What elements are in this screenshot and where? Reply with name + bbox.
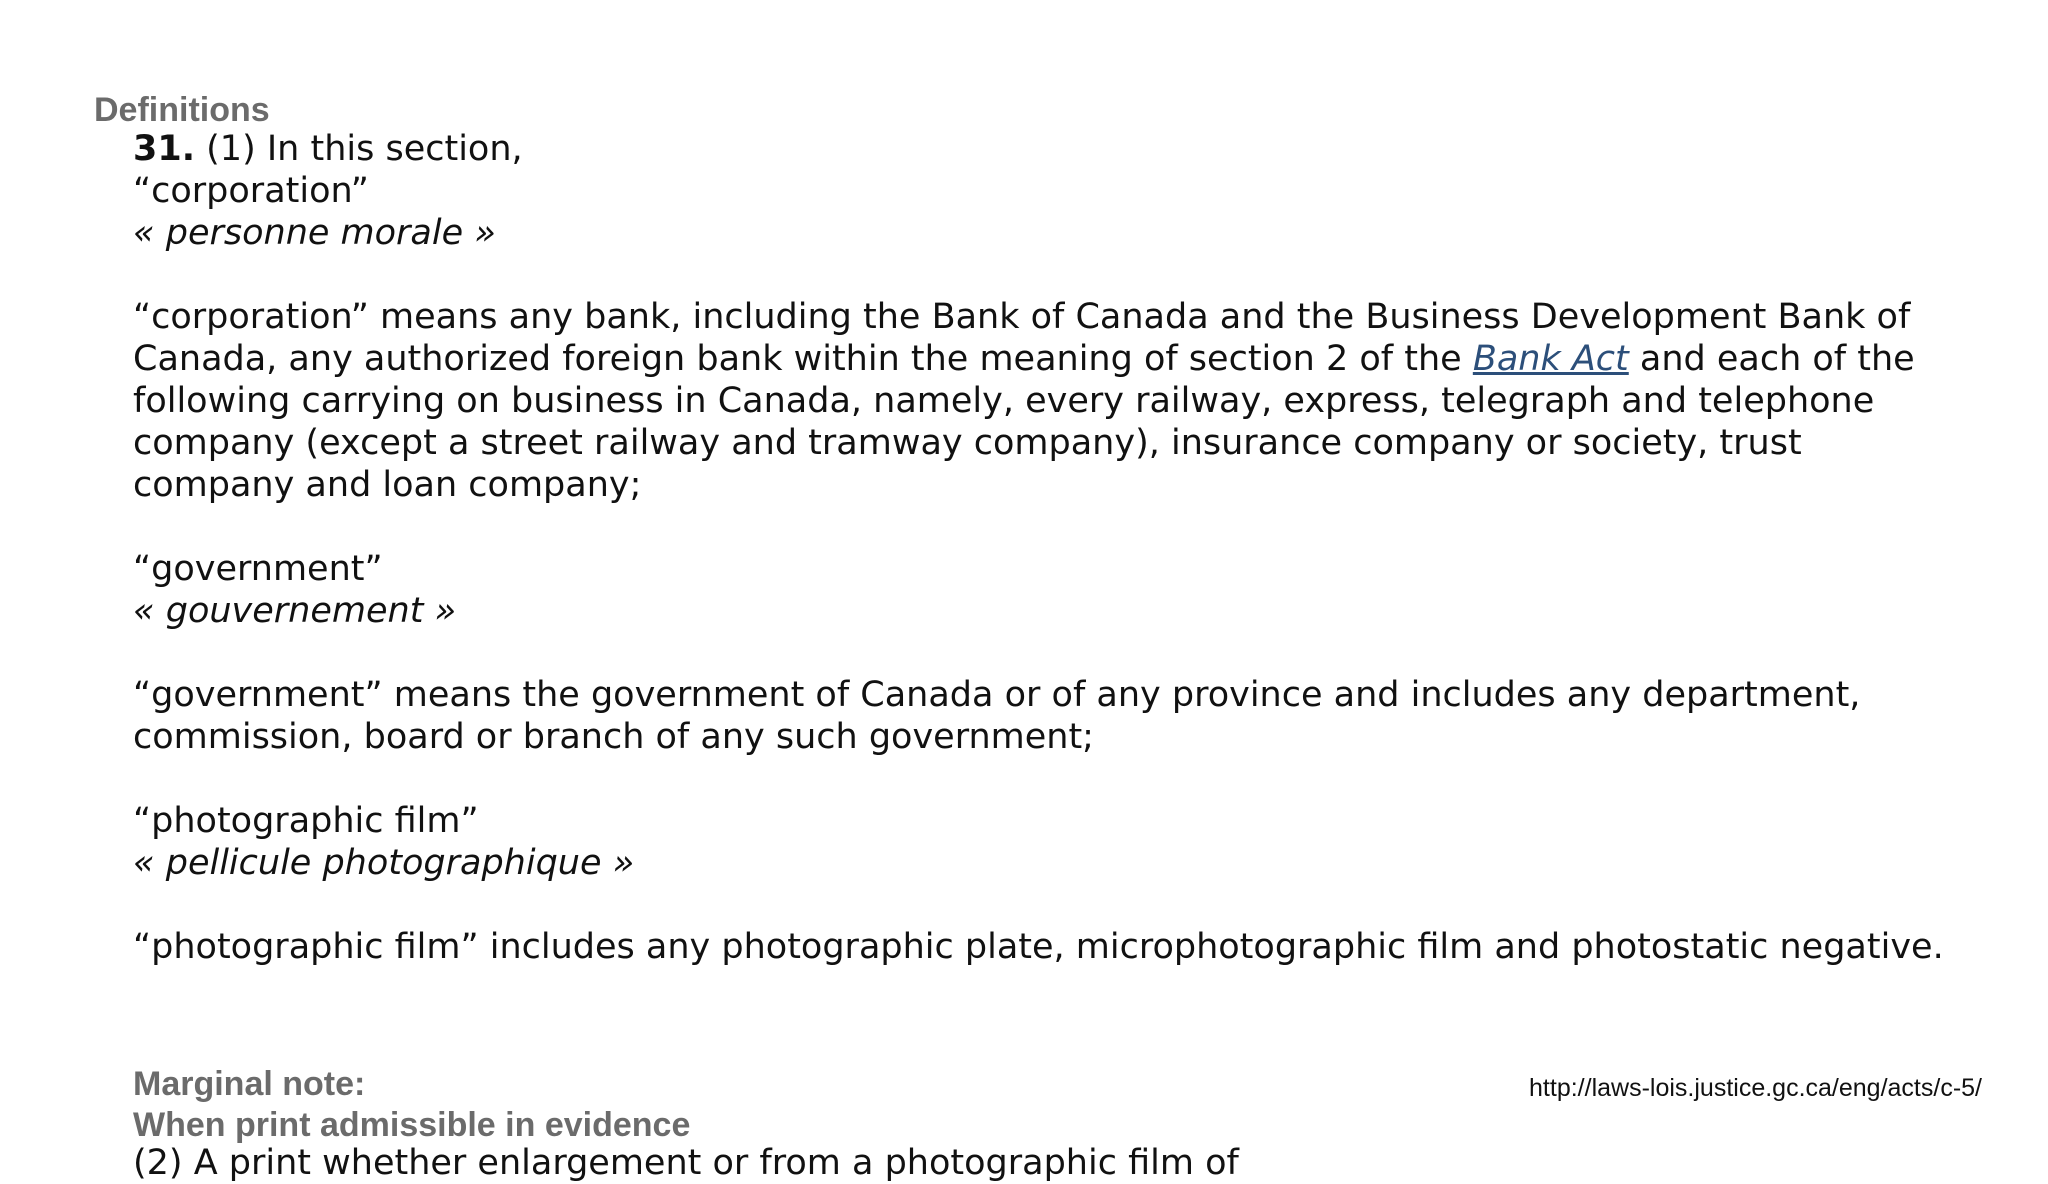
- definition-corporation-line-2: [133, 338, 2013, 380]
- term-corporation-french: « personne morale »: [133, 213, 496, 253]
- definition-corporation-line-5: company and loan company;: [133, 465, 642, 505]
- marginal-note: [133, 1064, 690, 1146]
- definition-text: and each of the: [1628, 339, 1915, 379]
- definition-photographic-film: “photographic film” includes any photographic plate, microphotographic film and photostatic negative.: [133, 927, 1944, 967]
- subsection-2-text: (2) A print whether enlargement or from a photographic film of: [133, 1143, 1239, 1183]
- term-government: “government”: [133, 549, 383, 589]
- marginal-note-title: When print admissible in evidence: [133, 1106, 691, 1144]
- section-content: [133, 128, 2013, 968]
- definition-text: Canada, any authorized foreign bank within the meaning of section 2 of the: [133, 339, 1473, 379]
- term-photographic-film: “photographic film”: [133, 801, 479, 841]
- definition-government-line-1: “government” means the government of Canada or of any province and includes any department,: [133, 675, 1861, 715]
- term-photographic-film-french: « pellicule photographique »: [133, 843, 635, 883]
- section-heading: Definitions: [94, 91, 270, 129]
- term-government-french: « gouvernement »: [133, 591, 457, 631]
- marginal-note-label: Marginal note:: [133, 1065, 366, 1103]
- term-corporation: “corporation”: [133, 171, 369, 211]
- footer-url[interactable]: http://laws-lois.justice.gc.ca/eng/acts/c-5/: [1529, 1074, 1982, 1102]
- section-number: 31.: [133, 129, 196, 169]
- section-intro-text: (1) In this section,: [195, 129, 523, 169]
- definition-government-line-2: commission, board or branch of any such government;: [133, 717, 1094, 757]
- definition-corporation-line-4: company (except a street railway and tramway company), insurance company or society, trust: [133, 423, 1802, 463]
- bank-act-link[interactable]: Bank Act: [1472, 339, 1629, 379]
- section-intro: [133, 128, 2013, 170]
- definition-corporation-line-1: “corporation” means any bank, including the Bank of Canada and the Business Development Bank of: [133, 297, 1911, 337]
- definition-corporation-line-3: following carrying on business in Canada, namely, every railway, express, telegraph and telephone: [133, 381, 1875, 421]
